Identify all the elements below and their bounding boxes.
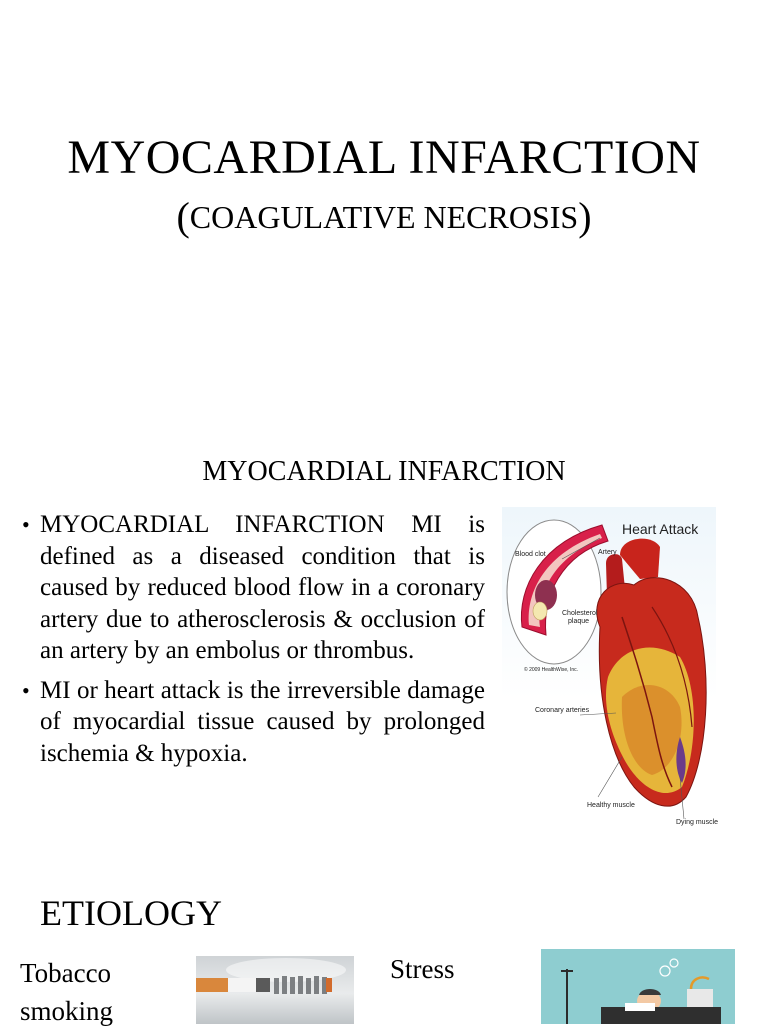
- label-cholesterol: Cholesterol: [562, 610, 598, 617]
- cigarette-graphic: [196, 956, 354, 1024]
- etiology-slide: [0, 870, 768, 1024]
- hair: [639, 989, 661, 995]
- cigarette-filter: [196, 978, 228, 992]
- desk-lamp-arm: [691, 977, 709, 989]
- etiology-label-line: Tobacco: [20, 958, 112, 988]
- stressed-worker-graphic: [541, 949, 735, 1024]
- etiology-item-stress: [390, 950, 455, 988]
- cigarette-paper: [228, 978, 256, 992]
- bullet-item: • MYOCARDIAL INFARCTION MI is defined as a diseased condition that is caused by reduced blood flow in a coronary artery due to atherosclerosis & occlusion of an artery by an embolus or thrombus.: [22, 509, 485, 667]
- slide-heading: ETIOLOGY: [40, 893, 222, 933]
- label-plaque: plaque: [568, 618, 590, 625]
- etiology-label-line: smoking: [20, 996, 114, 1026]
- label-coronary-arteries: Coronary arteries: [535, 707, 590, 714]
- label-artery: Artery: [598, 549, 617, 556]
- figure-title: Heart Attack: [622, 521, 699, 537]
- arm-sleeve: [625, 1003, 655, 1011]
- thought-bubble: [660, 966, 670, 976]
- subtitle-text: COAGULATIVE NECROSIS: [189, 199, 579, 235]
- etiology-item-tobacco: [20, 954, 113, 1030]
- label-copyright: © 2009 HealthWise, Inc.: [524, 667, 578, 673]
- etiology-label-line: Stress: [390, 954, 455, 984]
- pointer-line: [598, 757, 622, 797]
- bullet-item: • MI or heart attack is the irreversible damage of myocardial tissue caused by prolonged ischemia & hypoxia.: [22, 675, 485, 770]
- slide-heading: MYOCARDIAL INFARCTION: [202, 456, 566, 487]
- aorta: [620, 539, 660, 579]
- subtitle-close-paren: ): [578, 194, 592, 239]
- cholesterol-plaque-shape: [533, 602, 547, 620]
- heart-attack-illustration: [502, 507, 719, 827]
- laptop: [687, 989, 713, 1007]
- title-slide: [0, 0, 768, 430]
- tobacco-smoking-image: [196, 956, 354, 1024]
- bullet-list: [22, 509, 485, 777]
- subtitle-open-paren: (: [176, 194, 190, 239]
- stress-image: [541, 949, 735, 1024]
- label-healthy-muscle: Healthy muscle: [587, 802, 635, 809]
- figure-accent: [326, 978, 332, 992]
- thought-bubble: [670, 959, 678, 967]
- desk: [601, 1007, 721, 1024]
- label-blood-clot: Blood clot: [515, 551, 546, 558]
- cigarette-ash: [256, 978, 270, 992]
- slide-title: MYOCARDIAL INFARCTION: [67, 131, 701, 184]
- definition-slide: [0, 430, 768, 870]
- slide-subtitle: [0, 193, 768, 240]
- label-dying-muscle: Dying muscle: [676, 819, 719, 826]
